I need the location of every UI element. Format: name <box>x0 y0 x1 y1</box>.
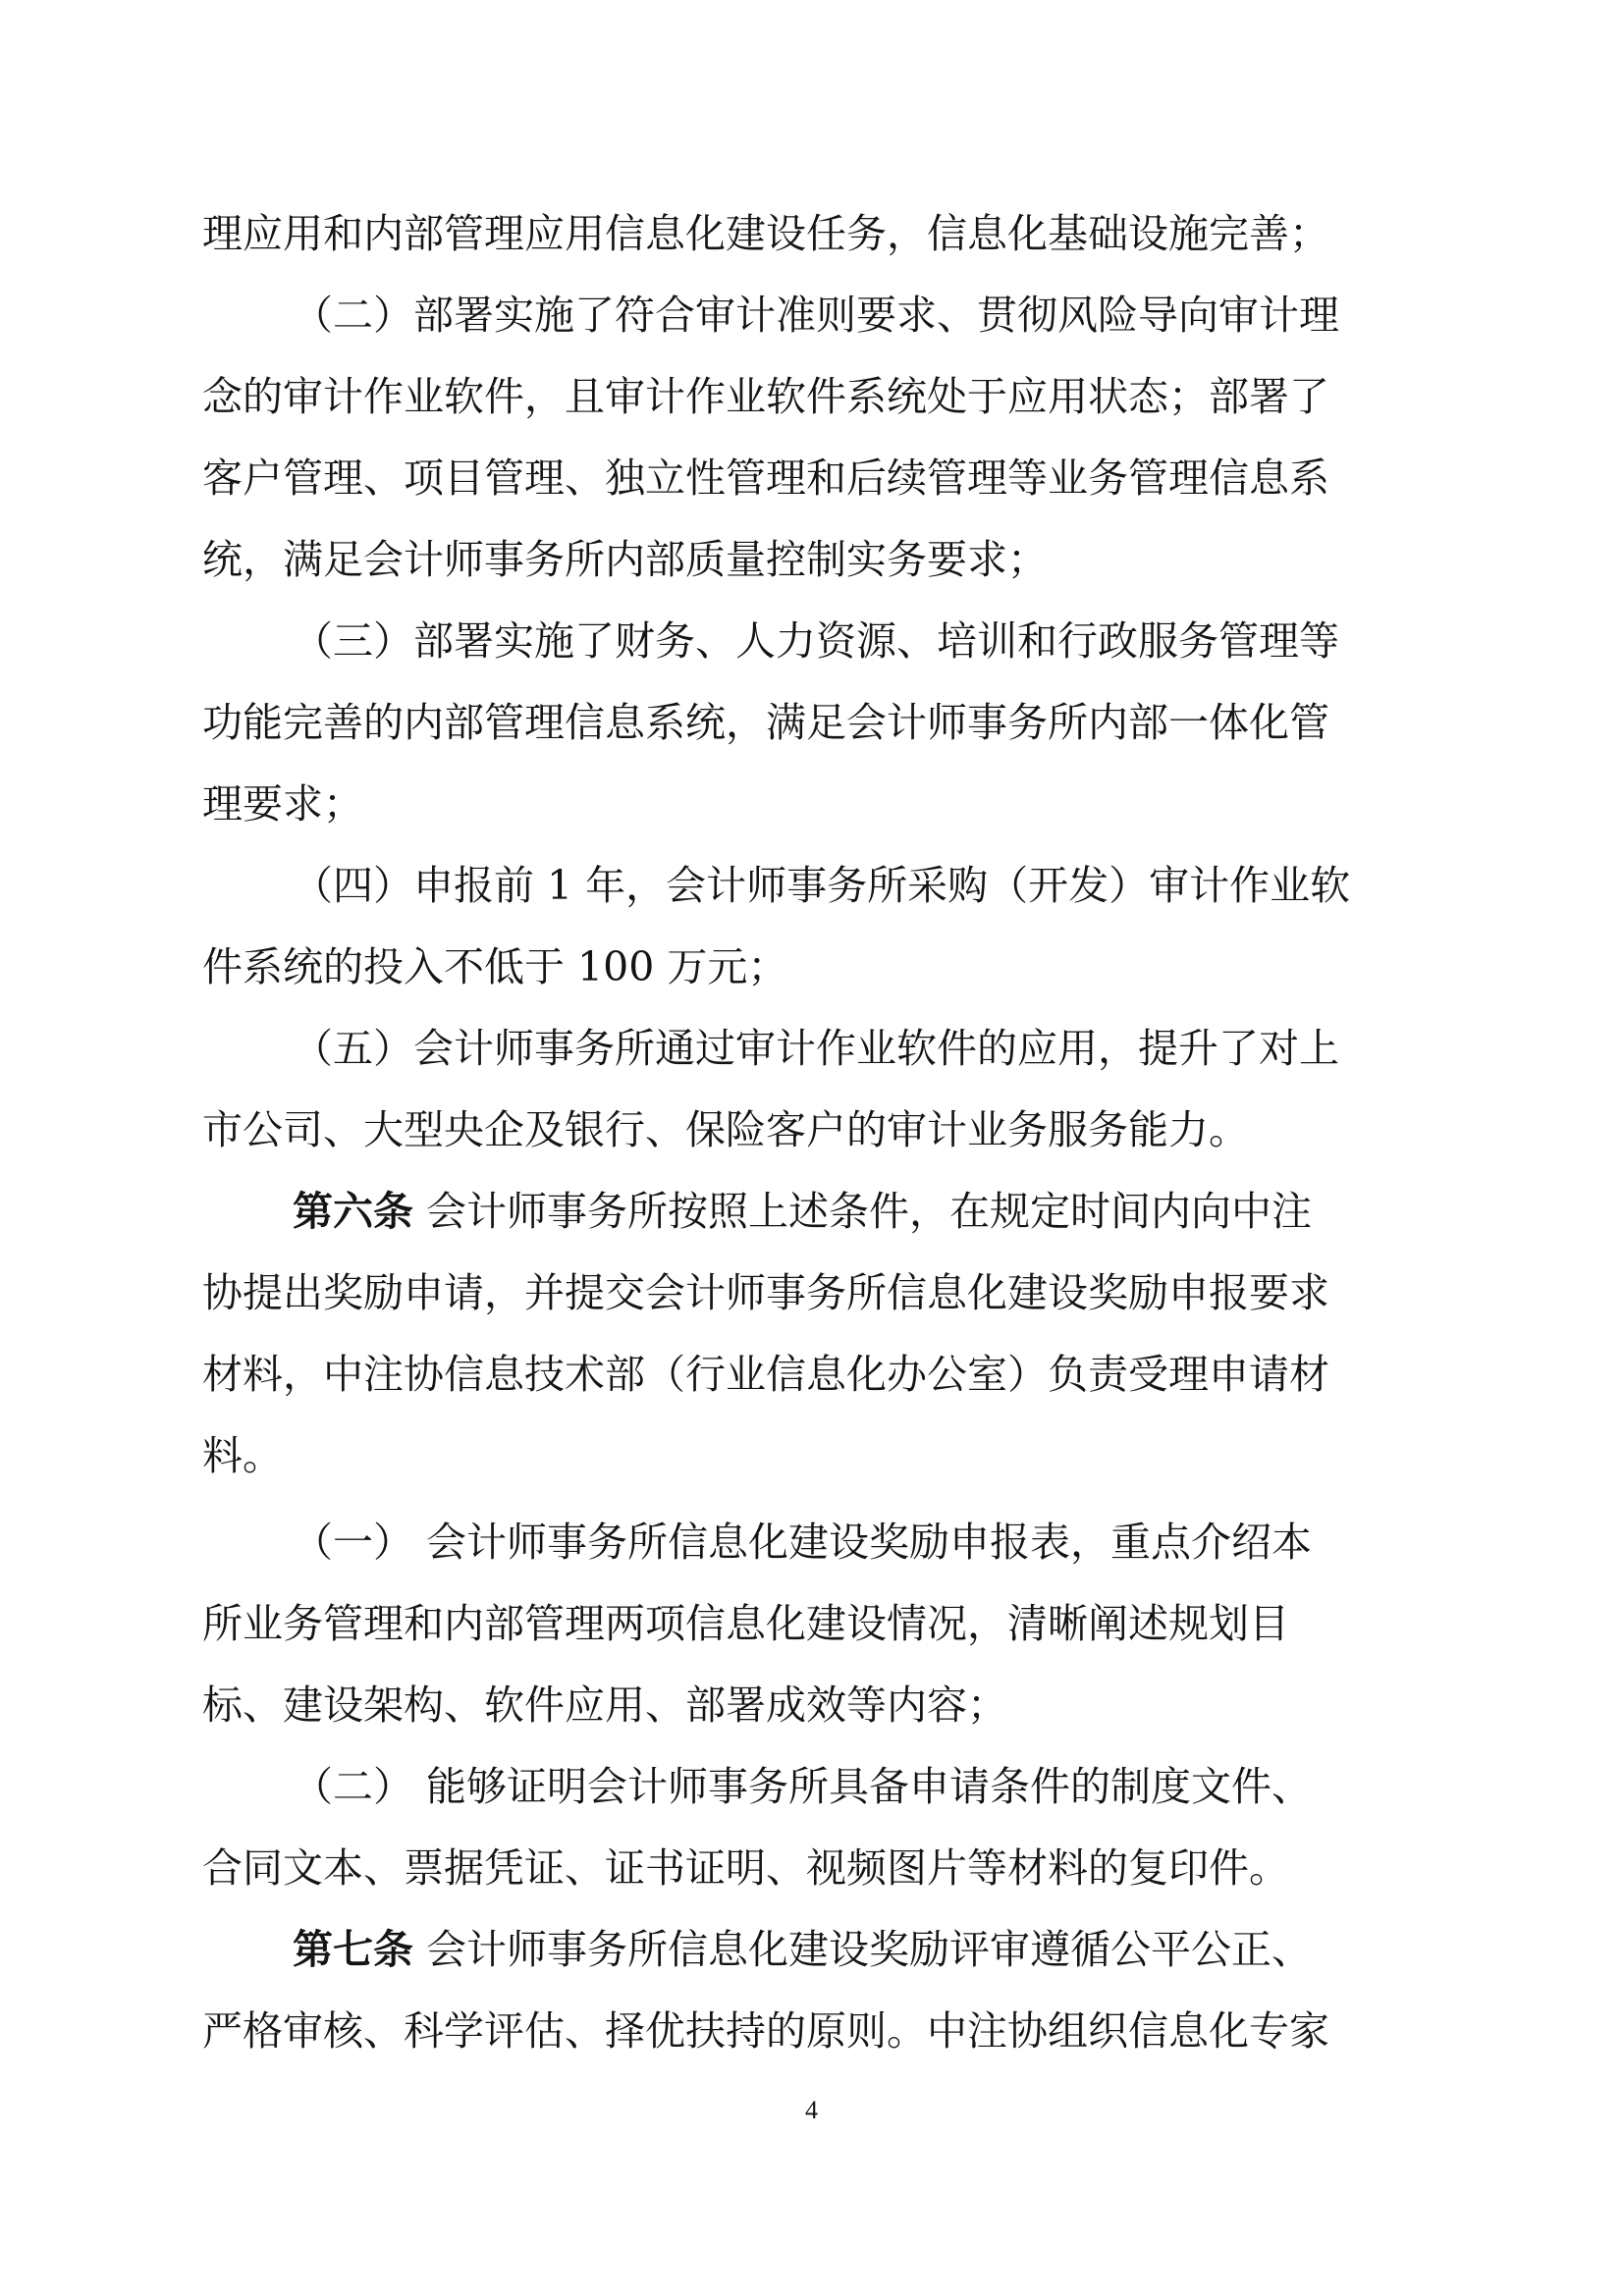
article-text: 会计师事务所按照上述条件，在规定时间内向中注 <box>413 1188 1313 1235</box>
list-item-line: （四）申报前 1 年，会计师事务所采购（开发）审计作业软 <box>293 862 1351 909</box>
text-line: 料。 <box>202 1432 283 1479</box>
text-line: 功能完善的内部管理信息系统，满足会计师事务所内部一体化管 <box>202 699 1329 746</box>
article-text: 会计师事务所信息化建设奖励评审遵循公平公正、 <box>413 1926 1313 1973</box>
list-item-line: （二） 能够证明会计师事务所具备申请条件的制度文件、 <box>293 1763 1313 1810</box>
article-line <box>293 1184 1312 1239</box>
text-line: 材料，中注协信息技术部（行业信息化办公室）负责受理申请材 <box>202 1351 1329 1398</box>
article-line <box>293 1922 1312 1977</box>
text-line: 协提出奖励申请，并提交会计师事务所信息化建设奖励申报要求 <box>202 1269 1329 1316</box>
text-line: 严格审核、科学评估、择优扶持的原则。中注协组织信息化专家 <box>202 2007 1329 2055</box>
text-line: 件系统的投入不低于 100 万元； <box>202 943 788 990</box>
list-item-line: （三）部署实施了财务、人力资源、培训和行政服务管理等 <box>293 617 1339 665</box>
text-line: 统，满足会计师事务所内部质量控制实务要求； <box>202 536 1048 583</box>
text-line: 念的审计作业软件，且审计作业软件系统处于应用状态；部署了 <box>202 373 1329 420</box>
text-line: 所业务管理和内部管理两项信息化建设情况，清晰阐述规划目 <box>202 1600 1289 1647</box>
list-item-line: （二）部署实施了符合审计准则要求、贯彻风险导向审计理 <box>293 292 1339 339</box>
article-heading: 第六条 <box>293 1188 413 1235</box>
text-line: 理要求； <box>202 780 363 828</box>
text-line: 客户管理、项目管理、独立性管理和后续管理等业务管理信息系 <box>202 454 1329 502</box>
page-number: 4 <box>805 2096 818 2124</box>
article-heading: 第七条 <box>293 1926 413 1973</box>
list-item-line: （一） 会计师事务所信息化建设奖励申报表，重点介绍本 <box>293 1519 1313 1566</box>
text-line: 理应用和内部管理应用信息化建设任务，信息化基础设施完善； <box>202 210 1329 257</box>
text-line: 合同文本、票据凭证、证书证明、视频图片等材料的复印件。 <box>202 1844 1289 1892</box>
list-item-line: （五）会计师事务所通过审计作业软件的应用，提升了对上 <box>293 1025 1339 1072</box>
text-line: 标、建设架构、软件应用、部署成效等内容； <box>202 1682 1007 1729</box>
text-line: 市公司、大型央企及银行、保险客户的审计业务服务能力。 <box>202 1106 1249 1153</box>
